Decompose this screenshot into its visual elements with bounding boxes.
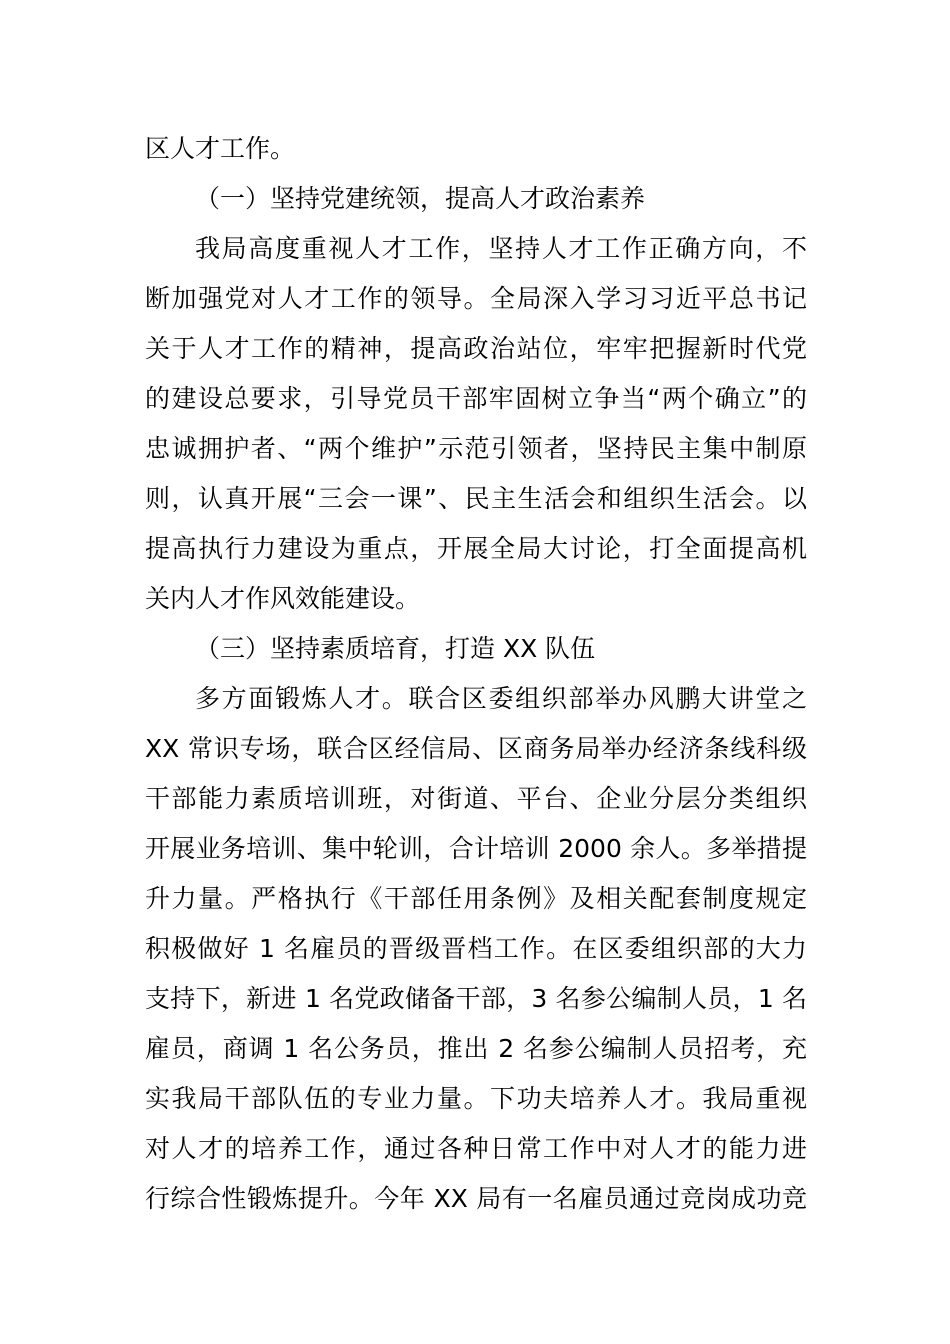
text-line: 对人才的培养工作，通过各种日常工作中对人才的能力进 <box>145 1134 807 1163</box>
text-line: 关内人才作风效能建设。 <box>145 584 421 613</box>
text-line: 积极做好 1 名雇员的晋级晋档工作。在区委组织部的大力 <box>145 934 807 963</box>
text-line: 忠诚拥护者、“两个维护”示范引领者，坚持民主集中制原 <box>145 434 807 463</box>
section-heading: （三）坚持素质培育，打造 XX 队伍 <box>195 634 596 663</box>
body-text <box>145 124 807 1224</box>
section-heading: （一）坚持党建统领，提高人才政治素养 <box>195 184 646 213</box>
text-line: 关于人才工作的精神，提高政治站位，牢牢把握新时代党 <box>145 334 807 363</box>
text-line: 断加强党对人才工作的领导。全局深入学习习近平总书记 <box>145 284 807 313</box>
text-line: 则，认真开展“三会一课”、民主生活会和组织生活会。以 <box>145 484 807 513</box>
text-line: 升力量。严格执行《干部任用条例》及相关配套制度规定 <box>145 884 807 913</box>
text-line: 行综合性锻炼提升。今年 XX 局有一名雇员通过竞岗成功竞 <box>145 1184 807 1213</box>
text-line: 多方面锻炼人才。联合区委组织部举办风鹏大讲堂之 <box>195 684 807 713</box>
text-line: 支持下，新进 1 名党政储备干部，3 名参公编制人员，1 名 <box>145 984 807 1013</box>
text-line: 雇员，商调 1 名公务员，推出 2 名参公编制人员招考，充 <box>145 1034 807 1063</box>
text-line: 我局高度重视人才工作，坚持人才工作正确方向，不 <box>195 234 807 263</box>
text-line: 区人才工作。 <box>145 134 296 163</box>
text-line: 提高执行力建设为重点，开展全局大讨论，打全面提高机 <box>145 534 807 563</box>
text-line: 干部能力素质培训班，对街道、平台、企业分层分类组织 <box>145 784 807 813</box>
text-line: 开展业务培训、集中轮训，合计培训 2000 余人。多举措提 <box>145 834 807 863</box>
text-line: 实我局干部队伍的专业力量。下功夫培养人才。我局重视 <box>145 1084 807 1113</box>
text-line: 的建设总要求，引导党员干部牢固树立争当“两个确立”的 <box>145 384 807 413</box>
text-line: XX 常识专场，联合区经信局、区商务局举办经济条线科级 <box>145 734 807 763</box>
